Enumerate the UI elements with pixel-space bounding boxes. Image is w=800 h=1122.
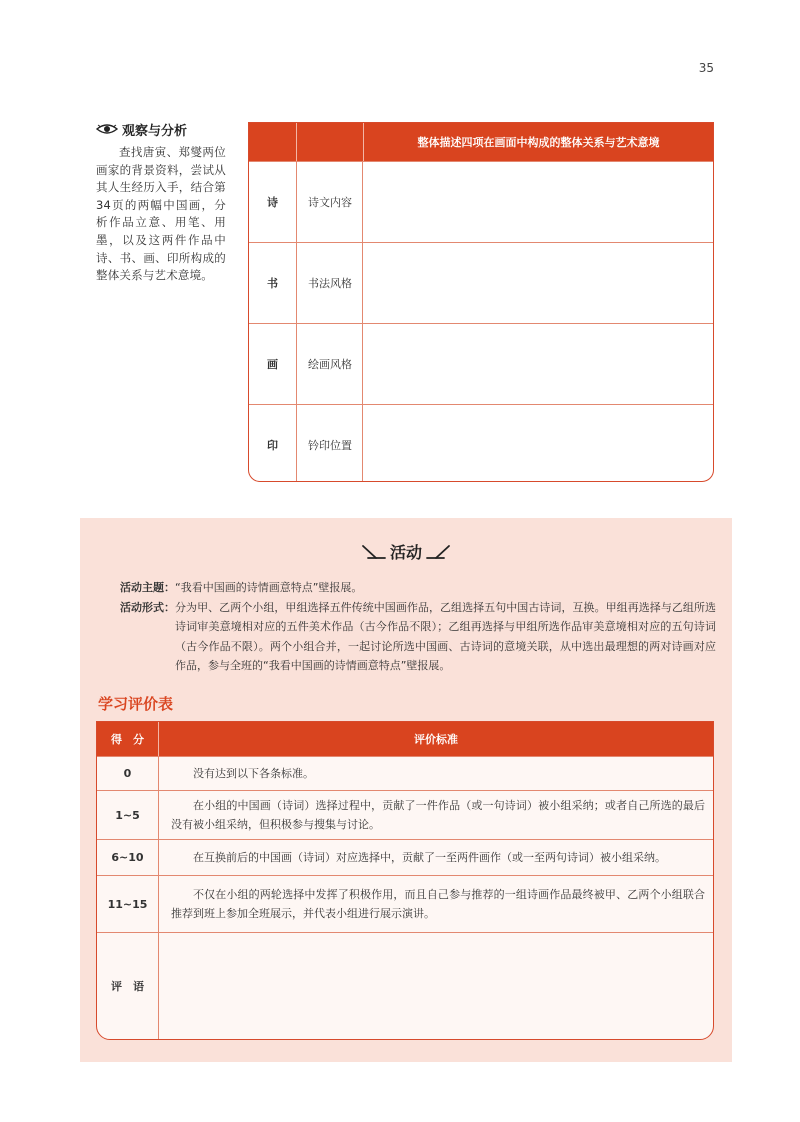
- score-cell: 1~5: [97, 791, 159, 839]
- answer-cell[interactable]: [363, 243, 713, 323]
- table-row-calligraphy: [249, 242, 713, 323]
- comment-label: 评 语: [97, 933, 159, 1039]
- row-label: 书: [249, 243, 297, 323]
- evaluation-table: [96, 721, 714, 1040]
- row-item: 钤印位置: [297, 405, 363, 482]
- activity-content: [120, 578, 716, 676]
- header-score: 得 分: [97, 722, 159, 756]
- criteria-cell: 在小组的中国画（诗词）选择过程中，贡献了一件作品（或一句诗词）被小组采纳；或者自己所选的最后没有被小组采纳，但积极参与搜集与讨论。: [171, 799, 705, 831]
- answer-cell[interactable]: [363, 162, 713, 242]
- table-row: [97, 875, 713, 932]
- row-item: 诗文内容: [297, 162, 363, 242]
- observe-section: [96, 121, 226, 285]
- analysis-table: [248, 122, 714, 482]
- criteria-cell: 没有达到以下各条标准。: [193, 767, 314, 780]
- table-row: [97, 839, 713, 875]
- observe-text: 查找唐寅、郑燮两位画家的背景资料，尝试从其人生经历入手，结合第34页的两幅中国画，分析作品立意、用笔、用墨，以及这两件作品中诗、书、画、印所构成的整体关系与艺术意境。: [96, 145, 226, 283]
- score-cell: 11~15: [97, 876, 159, 932]
- row-item: 绘画风格: [297, 324, 363, 404]
- table-row-seal: [249, 404, 713, 482]
- row-item: 书法风格: [297, 243, 363, 323]
- header-empty-2: [297, 123, 364, 161]
- criteria-cell: 不仅在小组的两轮选择中发挥了积极作用，而且自己参与推荐的一组诗画作品最终被甲、乙两个小组联合推荐到班上参加全班展示，并代表小组进行展示演讲。: [171, 888, 705, 920]
- theme-label: 活动主题：: [120, 581, 175, 594]
- form-label: 活动形式：: [120, 600, 175, 614]
- theme-text: “我看中国画的诗情画意特点”壁报展。: [175, 581, 363, 594]
- activity-header: [80, 540, 732, 563]
- table-row-poem: [249, 161, 713, 242]
- activity-panel: [80, 518, 732, 1062]
- row-label: 诗: [249, 162, 297, 242]
- analysis-table-header: [249, 123, 713, 161]
- activity-theme: [120, 578, 716, 598]
- eye-icon: [96, 123, 118, 135]
- score-cell: 6~10: [97, 840, 159, 875]
- table-row: [97, 790, 713, 839]
- observe-heading: [96, 121, 226, 137]
- form-text: 分为甲、乙两个小组，甲组选择五件传统中国画作品，乙组选择五句中国古诗词，互换。甲组再选择与乙组所选诗词审美意境相对应的五件美术作品（古今作品不限）；乙组再选择与甲组所选作品审美意境相对应的五句诗词（古今作品不限）。两个小组合并，一起讨论所选中国画、古诗词的意境关联，从中选出最理想的两对诗画对应作品，参与全班的“我看中国画的诗情画意特点”壁报展。: [175, 600, 716, 672]
- answer-cell[interactable]: [363, 324, 713, 404]
- table-row: [97, 756, 713, 790]
- evaluation-title: 学习评价表: [98, 695, 174, 713]
- criteria-cell: 在互换前后的中国画（诗词）对应选择中，贡献了一至两件画作（或一至两句诗词）被小组采纳。: [193, 851, 666, 864]
- score-cell: 0: [97, 757, 159, 790]
- table-row-painting: [249, 323, 713, 404]
- activity-form: [120, 598, 716, 676]
- header-empty-1: [249, 123, 297, 161]
- comment-row: [97, 932, 713, 1039]
- answer-cell[interactable]: [363, 405, 713, 482]
- row-label: 画: [249, 324, 297, 404]
- right-brush-icon: [426, 544, 452, 560]
- page-number: 35: [698, 61, 714, 75]
- row-label: 印: [249, 405, 297, 482]
- activity-title: 活动: [389, 543, 422, 562]
- comment-cell[interactable]: [159, 933, 713, 1039]
- header-description: 整体描述四项在画面中构成的整体关系与艺术意境: [417, 136, 660, 149]
- observe-title: 观察与分析: [122, 123, 188, 139]
- left-brush-icon: [360, 544, 386, 560]
- header-criteria: 评价标准: [414, 733, 458, 746]
- evaluation-table-header: [97, 722, 713, 756]
